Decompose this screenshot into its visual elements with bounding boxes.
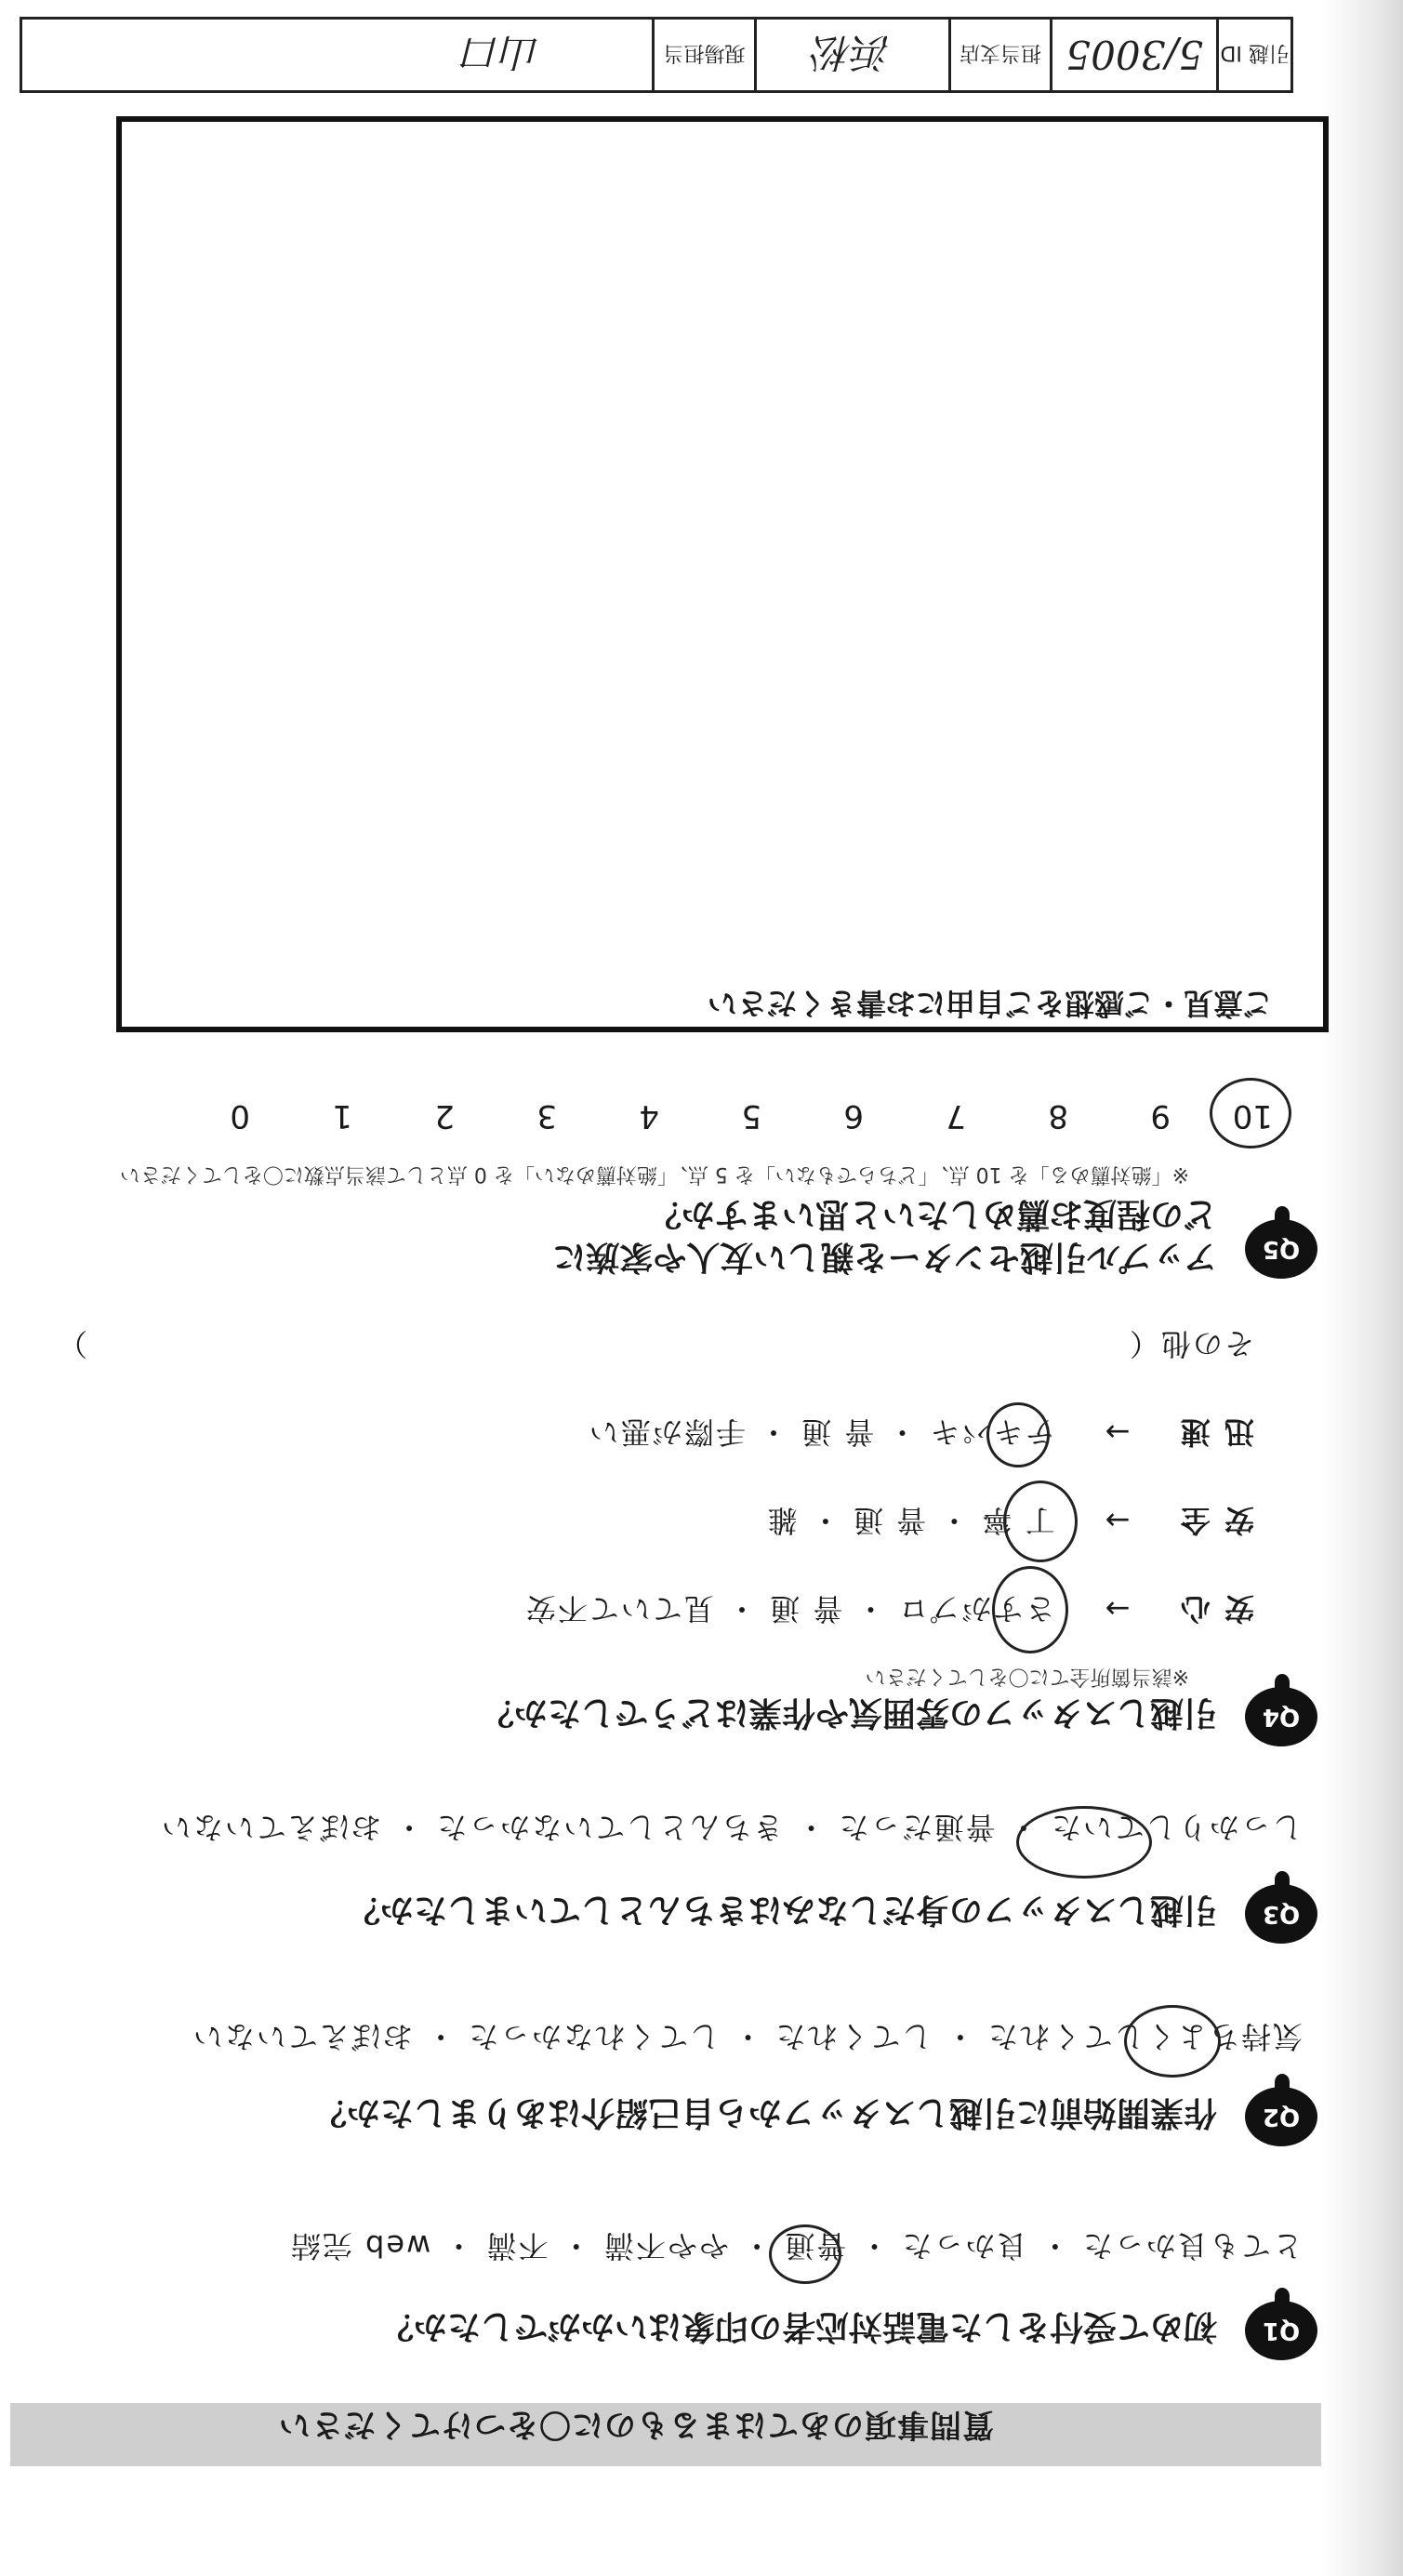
score-2: 2 (434, 1097, 455, 1135)
q1-answer-circle (769, 2224, 841, 2284)
score-5: 5 (741, 1097, 761, 1135)
q1-badge: Q1 (1245, 2301, 1317, 2360)
leader-value: 山口 (462, 30, 541, 75)
q1-options: とても良かった ・ 良かった ・ 普通 ・ やや不満 ・ 不満 ・ web 完結 (288, 2228, 1303, 2264)
score-7: 7 (946, 1097, 966, 1135)
scan-edge (1321, 0, 1403, 2576)
q5-question-line1: アップル引越センターを親しい友人や家族に (552, 1238, 1217, 1276)
q4-row-jinsoku (588, 1413, 1254, 1455)
comment-title: ご意見・ご感想をご自由にお書きください (707, 986, 1273, 1021)
score-9: 9 (1150, 1097, 1171, 1135)
id-label: 引越 ID (1216, 20, 1290, 90)
id-value: 5/3005 (1050, 20, 1216, 90)
q4-row-options: さすがプロ ・ 普 通 ・ 見ていて不安 (523, 1591, 1055, 1627)
q5-badge: Q5 (1245, 1219, 1317, 1279)
q4-other-row (1128, 1324, 1254, 1367)
branch-label: 担当支店 (948, 20, 1050, 90)
q4-row-arrow: → (1103, 1414, 1131, 1450)
q4-row-label: 安 全 (1178, 1503, 1254, 1538)
score-4: 4 (639, 1097, 659, 1135)
score-1: 1 (332, 1097, 352, 1135)
q4-row-options: 丁 寧 ・ 普 通 ・ 雑 (765, 1503, 1055, 1538)
q5-note: ※「絶対薦める」を 10 点、「どちらでもない」を 5 点、「絶対薦めない」を 0 点として該当点数に〇をしてください (119, 1162, 1189, 1186)
q4-row-label: 迅 速 (1178, 1414, 1254, 1450)
staff-table (20, 17, 1293, 93)
q2-badge: Q2 (1245, 2087, 1317, 2146)
score-0: 0 (230, 1097, 250, 1135)
q4-other-close: ） (55, 1326, 87, 1361)
score-3: 3 (536, 1097, 557, 1135)
q3-answer-circle (1016, 1806, 1152, 1879)
q4-row-arrow: → (1103, 1591, 1131, 1627)
q4-row-arrow: → (1103, 1503, 1131, 1538)
leader-label: 現場担当 (652, 20, 753, 90)
q4-question: 引越しスタッフの雰囲気や作業はどうでしたか？ (480, 1693, 1217, 1732)
q4-row-anshin (524, 1589, 1254, 1632)
instruction-text: 質問事項のあてはまるものに〇をつけてください (278, 2406, 994, 2443)
q4-jinsoku-answer-circle (986, 1402, 1050, 1467)
q4-badge: Q4 (1245, 1687, 1317, 1746)
score-6: 6 (843, 1097, 864, 1135)
q5-answer-circle (1210, 1078, 1291, 1149)
q4-row-label: 安 心 (1178, 1591, 1254, 1627)
q4-row-options: テキパキ ・ 普 通 ・ 手際が悪い (587, 1414, 1055, 1450)
q2-answer-circle (1124, 2005, 1221, 2078)
q3-question: 引越しスタッフの身だしなみはきちんとしていましたか？ (346, 1891, 1217, 1929)
q3-options: しっかりしていた ・ 普通だった ・ きちんとしていなかった ・ おぼえていない (159, 1810, 1303, 1845)
q3-badge: Q3 (1245, 1884, 1317, 1944)
branch-value: 浜松 (754, 20, 948, 90)
q2-question: 作業開始前に引越しスタッフから自己紹介はありましたか？ (312, 2093, 1217, 2131)
q4-anshin-answer-circle (992, 1566, 1068, 1653)
q4-note: ※該当箇所全てに〇をしてください (865, 1665, 1189, 1688)
q1-question: 初めて受付をした電話対応者の印象はいかがでしたか？ (379, 2307, 1217, 2345)
q2-options: 気持ちよくしてくれた ・ してくれた ・ してくれなかった ・ おぼえていない (191, 2019, 1303, 2054)
score-8: 8 (1048, 1097, 1068, 1135)
q5-question-line2: どの程度お薦めしたいと思いますか？ (647, 1195, 1217, 1233)
score-10: 10 (1232, 1097, 1273, 1135)
comment-box (116, 116, 1329, 1032)
q4-anzen-answer-circle (1003, 1481, 1078, 1562)
q4-other-label: その他（ (1127, 1326, 1254, 1361)
